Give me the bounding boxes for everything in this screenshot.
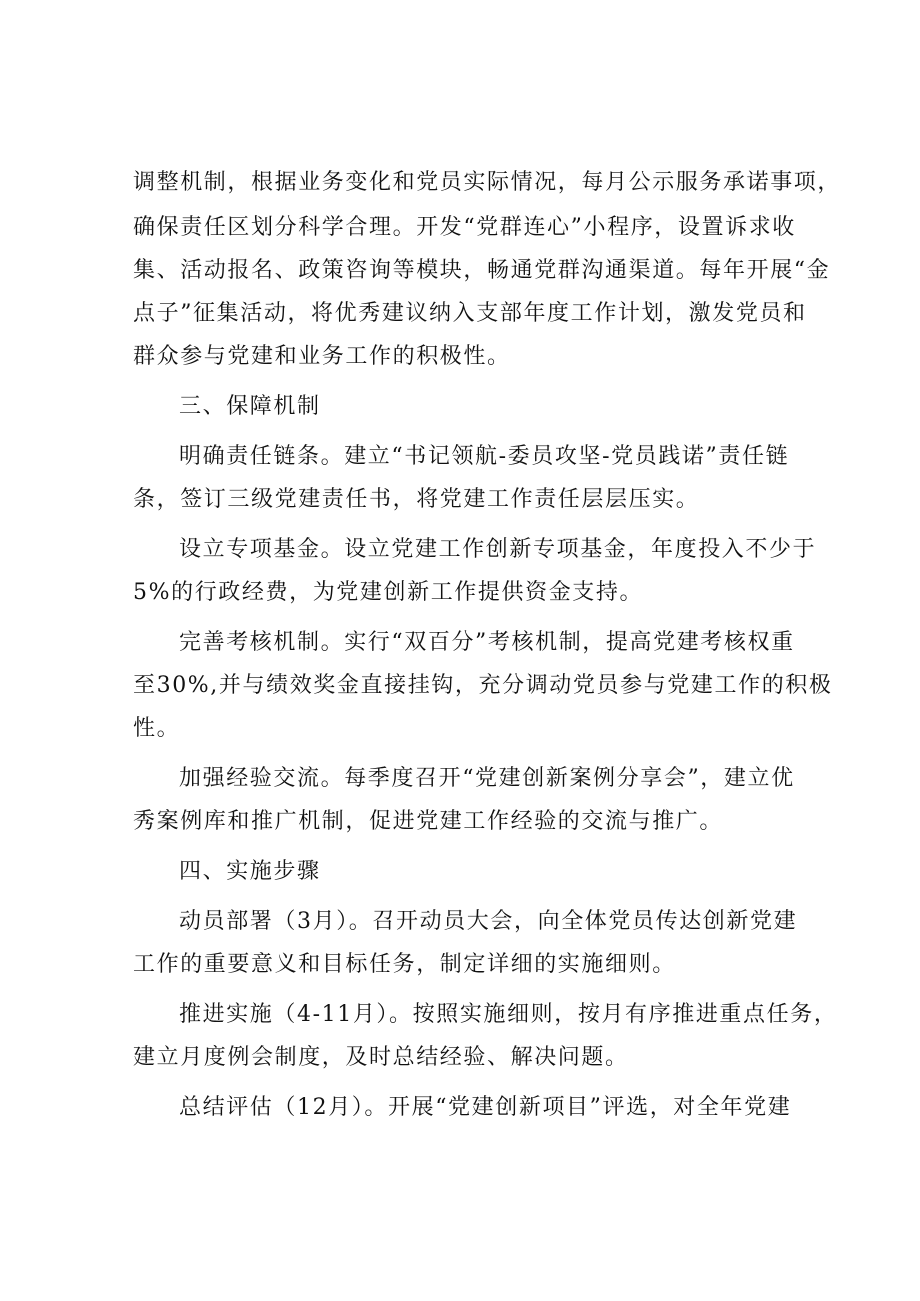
paragraph-line: 推进实施（4-11月）。按照实施细则，按月有序推进重点任务， [179,1002,838,1027]
paragraph-line: 明确责任链条。建立“书记领航-委员攻坚-党员践诺”责任链 [179,444,790,469]
paragraph-line: 调整机制，根据业务变化和党员实际情况，每月公示服务承诺事项， [133,170,842,195]
paragraph-line: 点子”征集活动，将优秀建议纳入支部年度工作计划，激发党员和 [133,301,807,326]
paragraph-line: 秀案例库和推广机制，促进党建工作经验的交流与推广。 [133,809,724,834]
paragraph-line: 性。 [133,716,181,741]
paragraph-line: 工作的重要意义和目标任务，制定详细的实施细则。 [133,952,676,977]
paragraph-line: 条，签订三级党建责任书，将党建工作责任层层压实。 [133,487,700,512]
paragraph-line: 建立月度例会制度，及时总结经验、解决问题。 [133,1045,629,1070]
paragraph-line: 加强经验交流。每季度召开“党建创新案例分享会”，建立优 [179,766,795,791]
paragraph-line: 至30%,并与绩效奖金直接挂钩，充分调动党员参与党建工作的积极 [133,673,833,698]
paragraph-line: 群众参与党建和业务工作的积极性。 [133,344,511,369]
paragraph-line: 设立专项基金。设立党建工作创新专项基金，年度投入不少于 [179,537,817,562]
section-heading-safeguards: 三、保障机制 [179,394,321,419]
paragraph-line: 动员部署（3月）。召开动员大会，向全体党员传达创新党建 [179,909,798,934]
paragraph-line: 集、活动报名、政策咨询等模块，畅通党群沟通渠道。每年开展“金 [133,258,831,283]
paragraph-line: 5%的行政经费，为党建创新工作提供资金支持。 [133,580,644,605]
paragraph-line: 完善考核机制。实行“双百分”考核机制，提高党建考核权重 [179,630,795,655]
paragraph-line: 确保责任区划分科学合理。开发“党群连心”小程序，设置诉求收 [133,215,796,240]
section-heading-implementation-steps: 四、实施步骤 [179,859,321,884]
paragraph-line: 总结评估（12月）。开展“党建创新项目”评选，对全年党建 [179,1095,792,1120]
